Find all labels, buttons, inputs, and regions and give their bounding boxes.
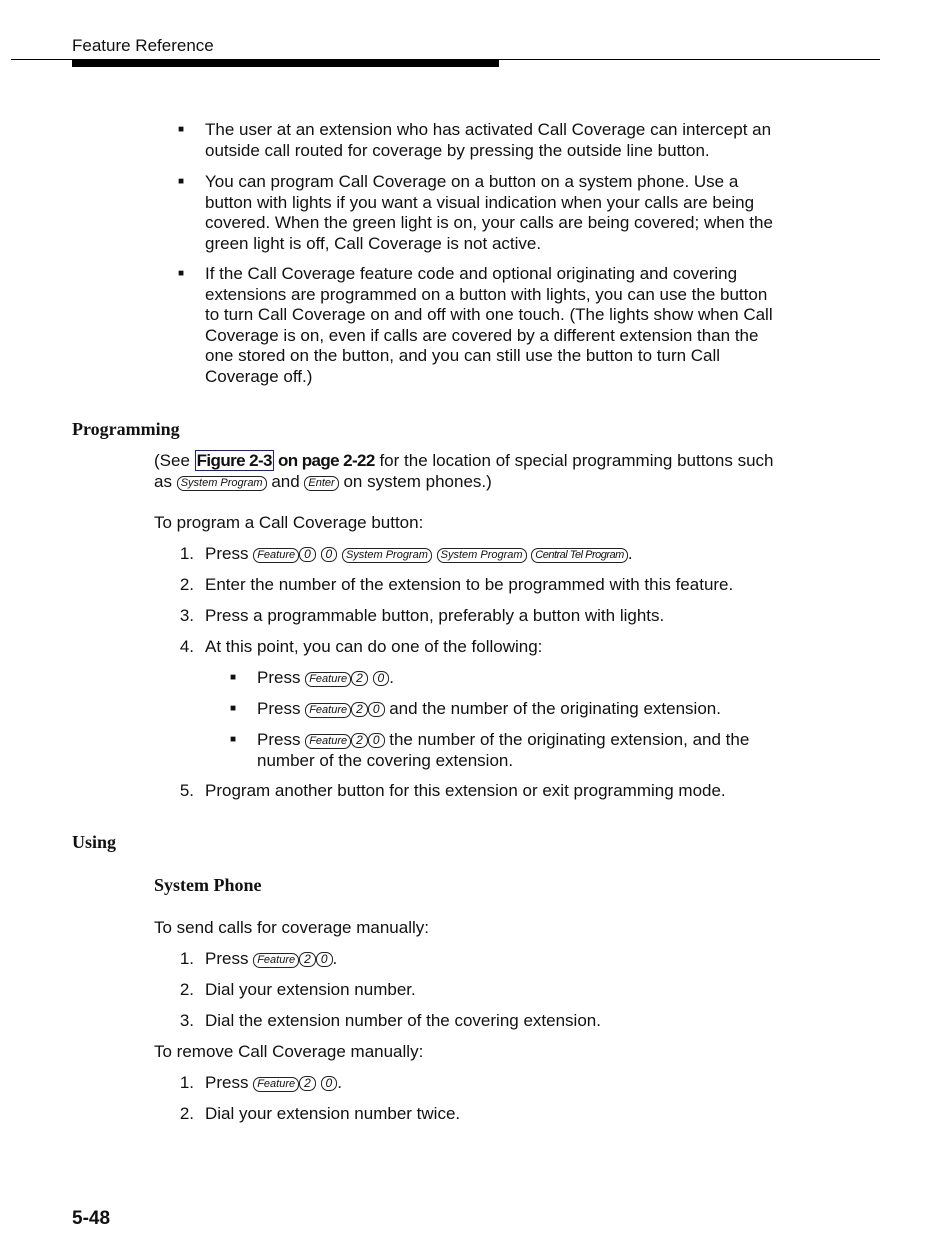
phones-text: on system phones.) (338, 471, 492, 491)
step-number: 1. (179, 949, 194, 968)
zero-key-icon: 0 (373, 671, 390, 686)
system-program-key-icon: System Program (342, 548, 432, 563)
period: . (337, 1073, 342, 1092)
step-number: 2. (179, 575, 194, 594)
press-text: Press (205, 544, 249, 563)
option-3-text: the number of the originating extension, and the number of the covering extension. (257, 730, 750, 770)
central-tel-program-key-icon: Central Tel Program (531, 548, 628, 563)
enter-key-icon: Enter (304, 476, 338, 491)
using-heading: Using (72, 832, 117, 852)
figure-link[interactable] (195, 450, 375, 471)
zero-key-icon: 0 (368, 733, 385, 748)
bullet-marker: ■ (230, 703, 237, 714)
step-number: 2. (179, 1104, 194, 1123)
feature-key-icon: Feature (305, 734, 351, 749)
two-key-icon: 2 (351, 733, 368, 748)
period: . (332, 949, 338, 968)
running-header: Feature Reference (72, 36, 214, 55)
step-number: 5. (179, 781, 194, 800)
two-key-icon: 2 (351, 671, 368, 686)
system-program-key-icon: System Program (437, 548, 527, 563)
page-number: 5-48 (72, 1208, 111, 1229)
bullet-marker: ■ (178, 176, 185, 187)
step-number: 1. (179, 544, 194, 563)
press-text: Press (257, 730, 301, 749)
program-step-5: Program another button for this extension or exit programming mode. (205, 781, 726, 800)
option-2 (257, 699, 777, 720)
bullet-marker: ■ (230, 734, 237, 745)
header-bar (72, 60, 499, 67)
zero-key-icon: 0 (368, 702, 385, 717)
bullet-marker: ■ (178, 268, 185, 279)
remove-intro: To remove Call Coverage manually: (154, 1042, 424, 1061)
program-intro: To program a Call Coverage button: (154, 513, 424, 532)
page-ref-link[interactable]: on page 2-22 (273, 451, 375, 470)
option-1 (257, 668, 777, 689)
see-figure-paragraph (154, 451, 779, 492)
zero-key-icon: 0 (299, 547, 316, 562)
bullet-marker: ■ (230, 672, 237, 683)
step-number: 1. (179, 1073, 194, 1092)
period: . (389, 668, 394, 687)
figure-ref-link[interactable]: Figure 2-3 (196, 451, 272, 470)
send-intro: To send calls for coverage manually: (154, 918, 429, 937)
feature-key-icon: Feature (253, 548, 299, 563)
bullet-marker: ■ (178, 124, 185, 135)
feature-key-icon: Feature (253, 1077, 299, 1092)
intro-bullet-1: The user at an extension who has activated Call Coverage can intercept an outside call routed for coverage by pressing the outside line button. (205, 120, 772, 160)
intro-bullet-3: If the Call Coverage feature code and optional originating and covering extensions are programmed on a button with lights, you can use the button to turn Call Coverage on and off with one touch. (The lights show when Call Coverage is on, even if calls are covered by a different extension than the one stored on the button, and you can still use the button to turn Call Coverage off.) (205, 264, 773, 386)
send-step-1 (205, 949, 805, 970)
intro-bullet-2: You can program Call Coverage on a button on a system phone. Use a button with lights if you want a visual indication when your calls are being covered. When the green light is on, your calls are being covered; when the green light is off, Call Coverage is not active. (205, 172, 773, 253)
step-number: 2. (179, 980, 194, 999)
step-number: 3. (179, 1011, 194, 1030)
system-program-key-icon: System Program (177, 476, 267, 491)
step-number: 4. (179, 637, 194, 656)
zero-key-icon: 0 (321, 547, 338, 562)
press-text: Press (205, 1073, 249, 1092)
press-text: Press (205, 949, 249, 968)
zero-key-icon: 0 (321, 1076, 338, 1091)
program-step-3: Press a programmable button, preferably a button with lights. (205, 606, 665, 625)
programming-heading: Programming (72, 419, 180, 439)
feature-key-icon: Feature (305, 672, 351, 687)
program-step-2: Enter the number of the extension to be programmed with this feature. (205, 575, 734, 594)
zero-key-icon: 0 (316, 952, 333, 967)
feature-key-icon: Feature (305, 703, 351, 718)
feature-key-icon: Feature (253, 953, 299, 968)
press-text: Press (257, 699, 301, 718)
option-3 (257, 730, 777, 771)
remove-step-1 (205, 1073, 805, 1094)
remove-step-2: Dial your extension number twice. (205, 1104, 461, 1123)
see-text: for the location of special programming buttons such as (154, 451, 774, 491)
period: . (627, 544, 633, 563)
press-text: Press (257, 668, 301, 687)
system-phone-subheading: System Phone (154, 875, 262, 895)
and-text: and (266, 471, 305, 491)
two-key-icon: 2 (351, 702, 368, 717)
program-step-4: At this point, you can do one of the following: (205, 637, 543, 656)
two-key-icon: 2 (299, 952, 316, 967)
step-number: 3. (179, 606, 194, 625)
send-step-2: Dial your extension number. (205, 980, 416, 999)
option-2-text: and the number of the originating extension. (384, 699, 721, 718)
program-step-1 (205, 544, 805, 565)
send-step-3: Dial the extension number of the covering extension. (205, 1011, 601, 1030)
see-open-text: (See (154, 451, 195, 470)
two-key-icon: 2 (299, 1076, 316, 1091)
